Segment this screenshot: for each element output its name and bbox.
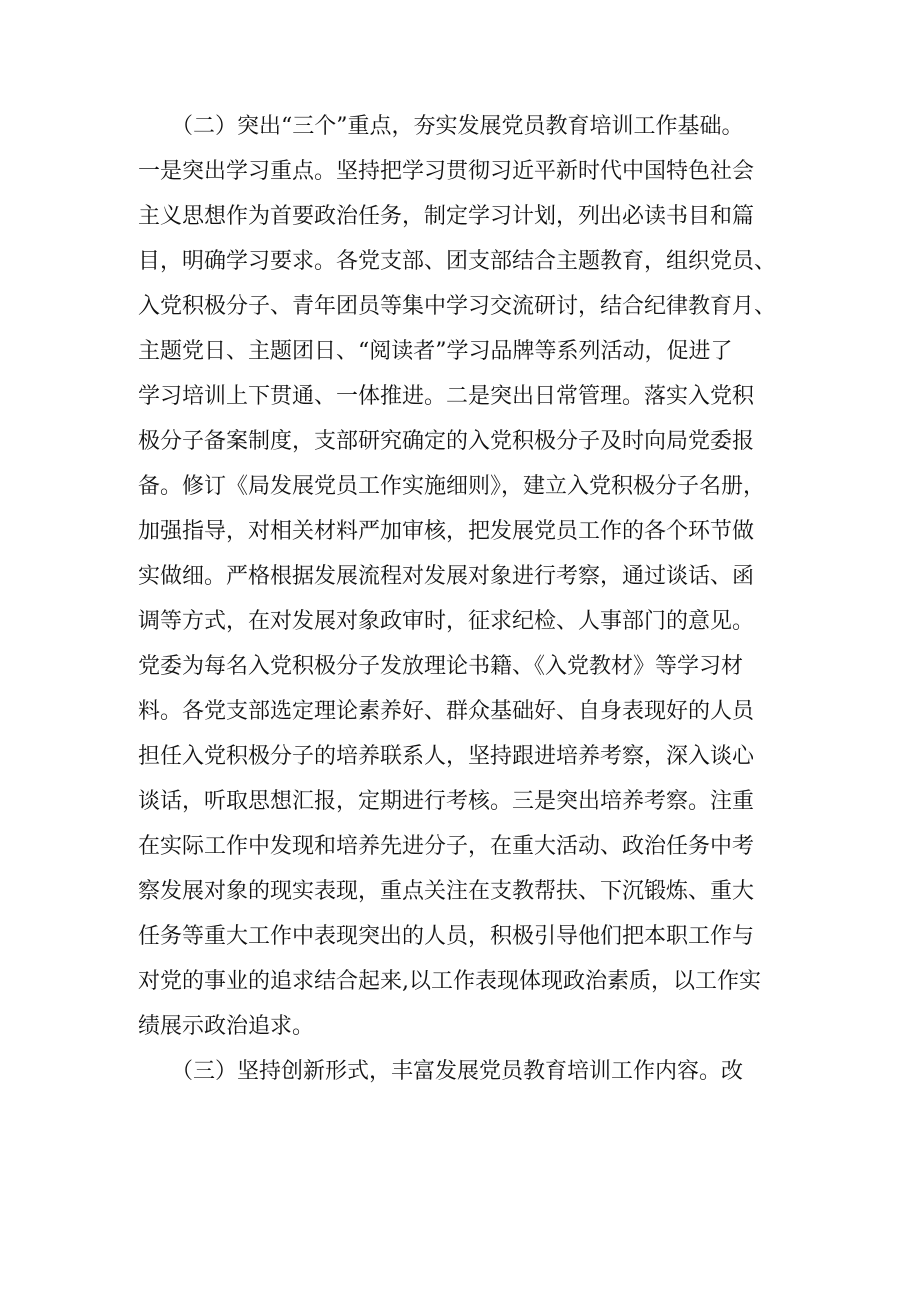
- text-line: 党委为每名入党积极分子发放理论书籍、《入党教材》等学习材: [138, 654, 744, 679]
- text-line: 察发展对象的现实表现，重点关注在支教帮扶、下沉锻炼、重大: [138, 879, 755, 904]
- text-line: 料。各党支部选定理论素养好、群众基础好、自身表现好的人员: [138, 699, 755, 724]
- text-line: 极分子备案制度，支部研究确定的入党积极分子及时向局党委报: [138, 429, 755, 454]
- text-line: 任务等重大工作中表现突出的人员，积极引导他们把本职工作与: [138, 924, 755, 949]
- text-line: 加强指导，对相关材料严加审核，把发展党员工作的各个环节做: [138, 519, 755, 544]
- text-line: 主义思想作为首要政治任务，制定学习计划，列出必读书目和篇: [138, 204, 755, 229]
- text-line: 一是突出学习重点。坚持把学习贯彻习近平新时代中国特色社会: [138, 159, 755, 184]
- body-text: [138, 104, 798, 1094]
- paragraph-heading-3: （三）坚持创新形式，丰富发展党员教育培训工作内容。改: [138, 1059, 744, 1084]
- paragraph-heading-2: （二）突出“三个”重点，夯实发展党员教育培训工作基础。: [138, 114, 744, 139]
- text-line: 备。修订《局发展党员工作实施细则》，建立入党积极分子名册，: [138, 474, 766, 499]
- text-line: 绩展示政治追求。: [138, 1014, 315, 1039]
- text-line: 入党积极分子、青年团员等集中学习交流研讨，结合纪律教育月、: [138, 294, 777, 319]
- text-line: 谈话，听取思想汇报，定期进行考核。三是突出培养考察。注重: [138, 789, 755, 814]
- text-line: 对党的事业的追求结合起来,以工作表现体现政治素质，以工作实: [138, 969, 761, 994]
- text-line: 在实际工作中发现和培养先进分子，在重大活动、政治任务中考: [138, 834, 755, 859]
- text-line: 学习培训上下贯通、一体推进。二是突出日常管理。落实入党积: [138, 384, 755, 409]
- text-line: 调等方式，在对发展对象政审时，征求纪检、人事部门的意见。: [138, 609, 755, 634]
- text-line: 目，明确学习要求。各党支部、团支部结合主题教育，组织党员、: [138, 249, 777, 274]
- text-line: 实做细。严格根据发展流程对发展对象进行考察，通过谈话、函: [138, 564, 755, 589]
- text-line: 担任入党积极分子的培养联系人，坚持跟进培养考察，深入谈心: [138, 744, 755, 769]
- text-line: 主题党日、主题团日、“阅读者”学习品牌等系列活动，促进了: [138, 339, 733, 364]
